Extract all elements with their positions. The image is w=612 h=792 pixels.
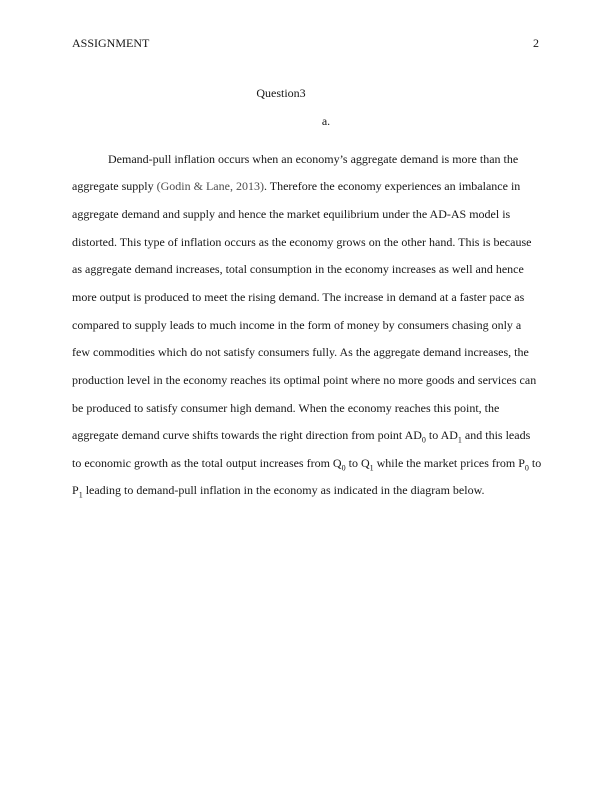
text-run: aggregate demand and supply and hence the market equilibrium under the AD-AS model is [72,207,511,222]
subscript: 1 [369,463,374,473]
subscript: 0 [421,435,426,445]
text-run: to Q [345,455,370,470]
citation-link[interactable]: (Godin & Lane, 2013) [156,179,264,194]
paragraph-line [72,173,572,201]
paragraph-line [72,229,572,257]
text-run: aggregate demand curve shifts towards the right direction from point AD [72,428,422,443]
text-run: to economic growth as the total output increases from Q [72,455,342,470]
text-run: P [72,483,79,498]
text-run: aggregate supply [72,179,157,194]
text-run: Demand-pull inflation occurs when an economy’s aggregate demand is more than the [108,151,519,166]
paragraph-line [72,339,572,367]
paragraph-line [72,422,572,450]
paragraph-line [72,367,572,395]
text-run: be produced to satisfy consumer high demand. When the economy reaches this point, the [72,400,500,415]
paragraph-line [72,477,572,505]
subscript: 0 [341,463,346,473]
paragraph-line [72,312,572,340]
text-run: to AD [425,428,458,443]
page-header [72,36,539,50]
paragraph-line [72,146,572,174]
page-number: 2 [533,36,539,50]
text-run: production level in the economy reaches its optimal point where no more goods and services can [72,372,537,387]
subscript: 1 [78,490,83,500]
subscript: 1 [457,435,462,445]
text-run: . Therefore the economy experiences an imbalance in [263,179,521,194]
paragraph-line [72,256,572,284]
text-run: to [528,455,542,470]
text-run: distorted. This type of inflation occurs as the economy grows on the other hand. This is because [72,234,532,249]
body-paragraph [72,146,572,505]
text-run: and this leads [461,428,531,443]
paragraph-line [72,395,572,423]
text-run: more output is produced to meet the rising demand. The increase in demand at a faster pace as [72,290,525,304]
text-run: while the market prices from P [373,455,525,470]
text-run: leading to demand-pull inflation in the economy as indicated in the diagram below. [82,483,485,498]
paragraph-line [72,450,572,478]
paragraph-line [72,201,572,229]
running-head: ASSIGNMENT [72,36,150,50]
paragraph-line [72,284,572,312]
text-run: as aggregate demand increases, total consumption in the economy increases as well and hence [72,262,524,277]
subscript: 0 [524,463,529,473]
text-run: compared to supply leads to much income in the form of money by consumers chasing only a [72,317,522,332]
question-heading: Question3 [256,86,306,100]
text-run: few commodities which do not satisfy consumers fully. As the aggregate demand increases, the [72,345,529,360]
subsection-label: a. [321,114,331,128]
